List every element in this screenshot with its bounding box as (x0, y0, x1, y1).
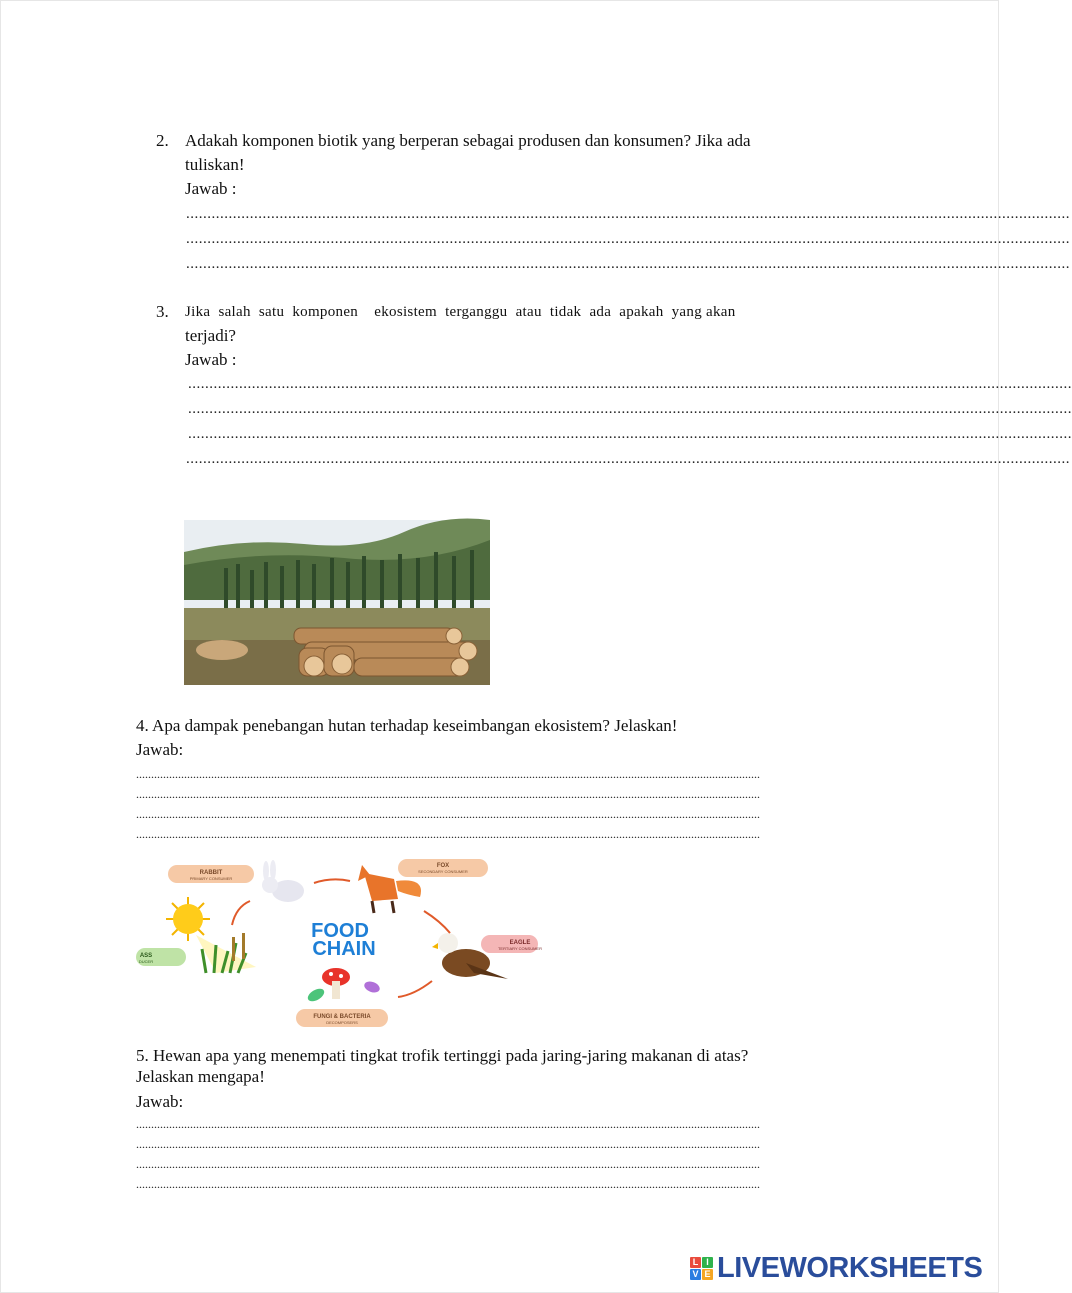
question-3-answer-label: Jawab : (185, 350, 237, 369)
question-2-line1: Adakah komponen biotik yang berperan sebagai produsen dan konsumen? Jika ada (185, 131, 751, 150)
logo-letter: V (690, 1269, 701, 1280)
logo-letter: E (702, 1269, 713, 1280)
food-chain-title-line2: CHAIN (312, 938, 376, 960)
logo-letter: L (690, 1257, 701, 1268)
question-5 (136, 1045, 876, 1112)
grass-sublabel: DUCER (138, 959, 154, 964)
question-4 (136, 714, 876, 762)
question-5-line1: 5. Hewan apa yang menempati tingkat trofik tertinggi pada jaring-jaring makanan di atas? (136, 1046, 749, 1065)
logo-text: LIVEWORKSHEETS (717, 1251, 983, 1284)
answer-line[interactable]: ................................................................................................................................................................................................................ (186, 206, 1070, 222)
rabbit-label: RABBIT (199, 870, 223, 876)
rabbit-sublabel: PRIMARY CONSUMER (189, 876, 233, 881)
deforestation-photo (184, 520, 490, 685)
question-4-answer-label: Jawab: (136, 740, 184, 759)
answer-line[interactable]: ................................................................................................................................................................................................................ (188, 376, 1072, 392)
answer-line[interactable]: ................................................................................................................................................................................................................ (136, 827, 760, 841)
fungi-label: FUNGI & BACTERIA (313, 1014, 371, 1020)
question-2-line2: tuliskan! (185, 155, 245, 174)
answer-line[interactable]: ................................................................................................................................................................................................................ (188, 401, 1072, 417)
answer-line[interactable]: ................................................................................................................................................................................................................ (136, 1177, 760, 1191)
answer-line[interactable]: ................................................................................................................................................................................................................ (186, 451, 1070, 467)
fungi-sublabel: DECOMPOSERS (326, 1020, 358, 1025)
answer-line[interactable]: ................................................................................................................................................................................................................ (188, 426, 1072, 442)
eagle-label: EAGLE (509, 940, 531, 946)
answer-line[interactable]: ................................................................................................................................................................................................................ (136, 767, 760, 781)
food-chain-illustration (136, 855, 543, 1030)
answer-line[interactable]: ................................................................................................................................................................................................................ (136, 787, 760, 801)
question-2 (156, 129, 846, 201)
eagle-sublabel: TERTIARY CONSUMER (497, 946, 543, 951)
question-5-answer-label: Jawab: (136, 1092, 184, 1111)
question-3-number: 3. (156, 302, 169, 321)
answer-line[interactable]: ................................................................................................................................................................................................................ (136, 1157, 760, 1171)
question-3 (156, 300, 846, 372)
question-3-line2: terjadi? (185, 326, 236, 345)
question-2-number: 2. (156, 131, 169, 150)
answer-line[interactable]: ................................................................................................................................................................................................................ (186, 231, 1070, 247)
answer-line[interactable]: ................................................................................................................................................................................................................ (136, 807, 760, 821)
question-2-answer-label: Jawab : (185, 179, 237, 198)
question-2-text (185, 129, 846, 201)
deforestation-illustration (184, 520, 490, 685)
question-5-line2: Jelaskan mengapa! (136, 1067, 265, 1086)
question-3-text (185, 300, 846, 372)
logo-mark-icon (690, 1257, 713, 1280)
logo-letter: I (702, 1257, 713, 1268)
answer-line[interactable]: ................................................................................................................................................................................................................ (136, 1137, 760, 1151)
liveworksheets-logo[interactable] (690, 1253, 990, 1283)
grass-label: ASS (139, 953, 153, 959)
fox-label: FOX (436, 863, 450, 869)
answer-line[interactable]: ................................................................................................................................................................................................................ (186, 256, 1070, 272)
answer-line[interactable]: ................................................................................................................................................................................................................ (136, 1117, 760, 1131)
fox-sublabel: SECONDARY CONSUMER (418, 869, 468, 874)
food-chain-title-line1: FOOD (311, 920, 369, 942)
food-chain-image (136, 855, 543, 1030)
question-3-line1: Jika salah satu komponen ekosistem terganggu atau tidak ada apakah yang akan (185, 304, 736, 320)
question-4-text: 4. Apa dampak penebangan hutan terhadap keseimbangan ekosistem? Jelaskan! (136, 716, 678, 735)
